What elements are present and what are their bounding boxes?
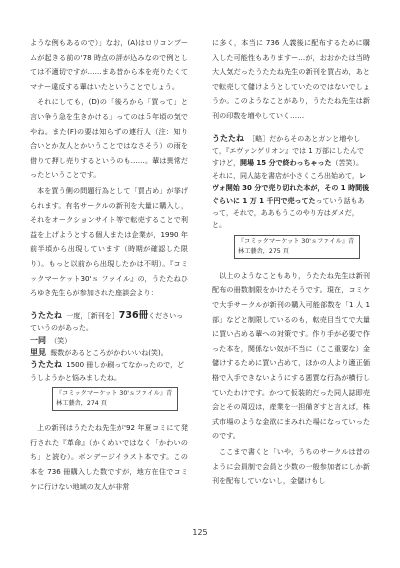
left-column (30, 36, 188, 495)
quote-text: ［略］だからそのあとガンと増やして，『エヴァンゲリオン』では 1 万部にしたんですけど， (212, 134, 364, 168)
quote-text: （苦笑）。それに，同人誌を書店が小さくころ出始めて， (212, 159, 364, 180)
quote-emphasis: レヴォ開始 30 分で売り切れた本が，その 1 時間後ぐらいに 1 万 1 千円で売ってた (212, 171, 370, 205)
interview-line (30, 310, 188, 335)
speaker-name: うたたね (212, 133, 244, 143)
left-paragraph-4: 上の新刊はうたたね先生が'92 年夏コミにて発行された『革命』（かくめいではなく「かわいのち」と読む）。ボンデージイラスト本です。この本を 736 冊購入した数ですが，地方在住でコミケに行けない地域の友人が非常 (30, 423, 188, 491)
quote-text: （笑） (50, 336, 72, 345)
interview-line (212, 133, 370, 232)
right-paragraph-3: ここまで書くと「いや，うちのサークルは昔のように会員制で会員と少数の一般参加者にしか新刊を配布していないし，金儲けもし (212, 446, 370, 486)
speaker-name: うたたね (30, 310, 62, 320)
page-number: 125 (192, 528, 208, 537)
quote-text: 1500 冊しか刷ってなかったので，どうしようかと悩みましたね。 (30, 361, 185, 382)
interview-line (30, 335, 188, 347)
quote-text: 一度，［新刊を］ (66, 311, 119, 320)
speaker-name: 里見 (30, 347, 46, 357)
right-paragraph-2: 以上のようなこともあり，うたたね先生は新刊配布の冊数制限をかけたそうです。現在，コミケで大手サークルが新刊の購入可能部数を「1 人 1 部」などと制限しているのも，転売目当てで大量に買い占める輩への対策です。作り手が必要で作った本を，関係ない奴が不当に（ここ重要な）金儲けするために買い占めて，ほかの人より適正価格で入手できないようにする悪質な行為が横行していたわけです。かつて仮装的だった同人誌即売会とその周辺は，産業を一担備ぎすと言えば，株式市場のような金欲にまみれた場になっていったのです。 (212, 270, 370, 441)
left-paragraph-3: 本を買う側の問題行為として「買占め」が挙げられます。有名サークルの新刊を大量に購入し，それをオークションサイト等で転売することで利益を上げようとする個人または企業が，1990 年前半頃から出現しています（時期が確認した限り）。もっと以前から出現したかは不明）。『コミックマーケット30'ｓ ファイル』の，うたたねひろゆき先生らが参加された座談会より： (30, 185, 188, 298)
interview-line (30, 359, 188, 384)
quote-text: っていう話もあって，それで，ああもうこのやり方はダメだ，と。 (212, 196, 365, 230)
interview-quote-2 (212, 133, 370, 259)
right-column (212, 36, 370, 490)
quote-emphasis: 736冊 (118, 309, 149, 321)
speaker-name: 一同 (30, 335, 46, 345)
left-paragraph-2: それにしても，(D)の「後ろから「買って」と言い争う急を生きかける」ってのは５年頃の気でやね。また(F)の要は知らずの連行人（注：知り合いとか友人とかいうことではなさそう）の雨を借りて押し売りするというのも……。輩は異常だったということです。 (30, 97, 188, 180)
quote-text: 報数があるところがかわいいね(笑)。 (50, 348, 168, 357)
citation-box: 『コミックマーケット 30'ｓファイル』青林工藝舎，275 頁 (234, 235, 360, 259)
citation-box: 『コミックマーケット 30'ｓファイル』青林工藝舎，274 頁 (52, 387, 178, 411)
quote-emphasis: 開場 15 分で終わっちゃった (240, 159, 332, 168)
quote-text: くださいっていうのがあった。 (30, 311, 184, 333)
interview-line (30, 347, 188, 359)
interview-quote-1 (30, 310, 188, 411)
left-paragraph-1: ような例もあるので）」なお，(A)はロリコンブームが起きる前の'78 時点の評が込みなので例としては不適切ですが……まあ昔から本を売りたくてマナー違反する輩はいたということでしょう。 (30, 38, 188, 91)
right-paragraph-1: に多く，本当に 736 人義後に配布するために購入した可能性もありますー…が，おおかたは当時大人気だったうたたね先生の新刊を買占め，あとで転売して儲けようとしていたのではないでしょうか。このようなことがあり，うたたね先生は新刊の印数を増やしていく…… (212, 38, 370, 120)
speaker-name: うたたね (30, 360, 62, 370)
